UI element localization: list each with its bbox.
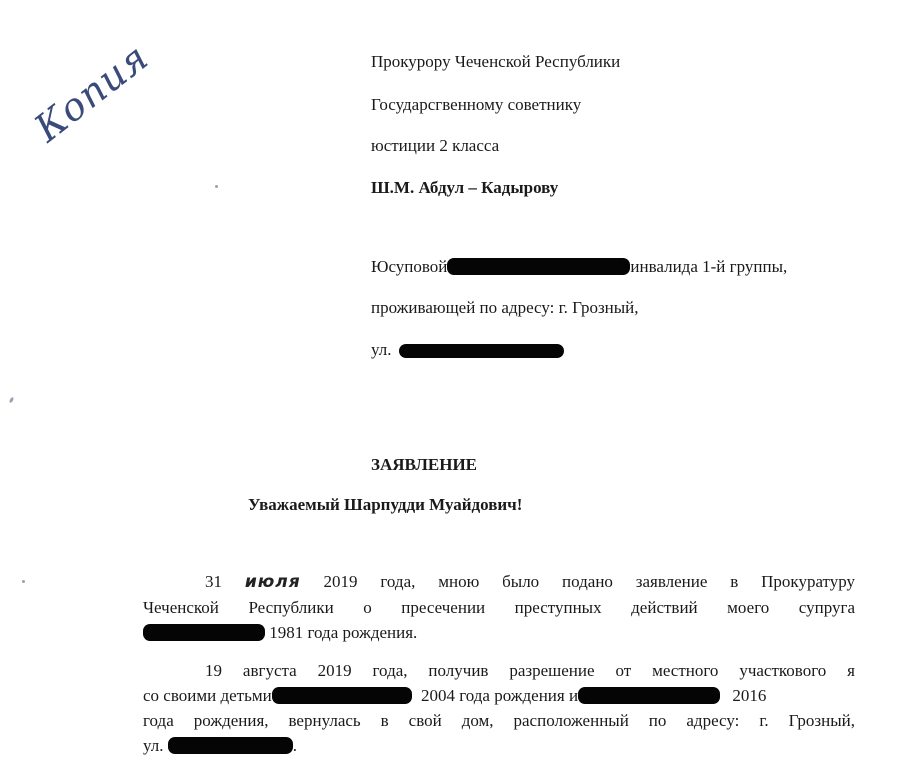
addressee-line-1: Прокурору Чеченской Республики [371,52,621,71]
ink-speck [215,185,218,188]
redaction-bar [168,737,293,754]
redaction-bar [272,687,412,704]
sender-prefix: Юсуповой [371,257,448,276]
greeting: Уважаемый Шарпудди Муайдович! [248,495,523,514]
paragraph-2-line-2 [143,686,766,706]
paragraph-2-line-2-a: со своими детьми [143,686,272,705]
paragraph-2-line-4 [143,736,297,756]
addressee-name: Ш.М. Абдул – Кадырову [371,178,559,197]
paragraph-2-line-4-prefix: ул. [143,736,164,755]
paragraph-2-line-3: года рождения, вернулась в свой дом, расположенный по адресу: г. Грозный, [143,711,855,730]
document-title: ЗАЯВЛЕНИЕ [371,455,478,474]
sender-address-line: проживающей по адресу: г. Грозный, [371,298,639,317]
handwritten-month: июля [244,572,301,592]
paragraph-1-line-3 [143,623,417,643]
redaction-bar [447,258,630,275]
paragraph-2-line-4-suffix: . [292,736,297,755]
date-day: 31 [205,572,222,591]
paragraph-2-line-2-c: 2016 [732,686,767,705]
street-prefix: ул. [371,340,392,359]
paragraph-2-line-1: 19 августа 2019 года, получив разрешение от местного участкового я [205,661,855,680]
sender-street-line [371,340,564,360]
sender-suffix: инвалида 1-й группы, [630,257,788,276]
copy-handwritten-mark: Копия [26,34,157,151]
paragraph-1-line-2: Чеченской Республики о пресечении преступных действий моего супруга [143,598,855,617]
paragraph-2-line-2-b: 2004 года рождения и [420,686,579,705]
paragraph-1-line-3-rest: 1981 года рождения. [269,623,418,642]
sender-line [371,257,787,277]
ink-speck [22,580,25,583]
paragraph-1-line-1-rest: 2019 года, мною было подано заявление в Прокуратуру [323,572,856,591]
redaction-bar [578,687,720,704]
addressee-line-2: Государсгвенному советнику [371,95,582,114]
redaction-bar [143,624,265,641]
paragraph-1-line-1 [143,572,855,592]
addressee-line-3: юстиции 2 класса [371,136,500,155]
ink-speck [9,397,15,404]
redaction-bar [399,344,564,358]
